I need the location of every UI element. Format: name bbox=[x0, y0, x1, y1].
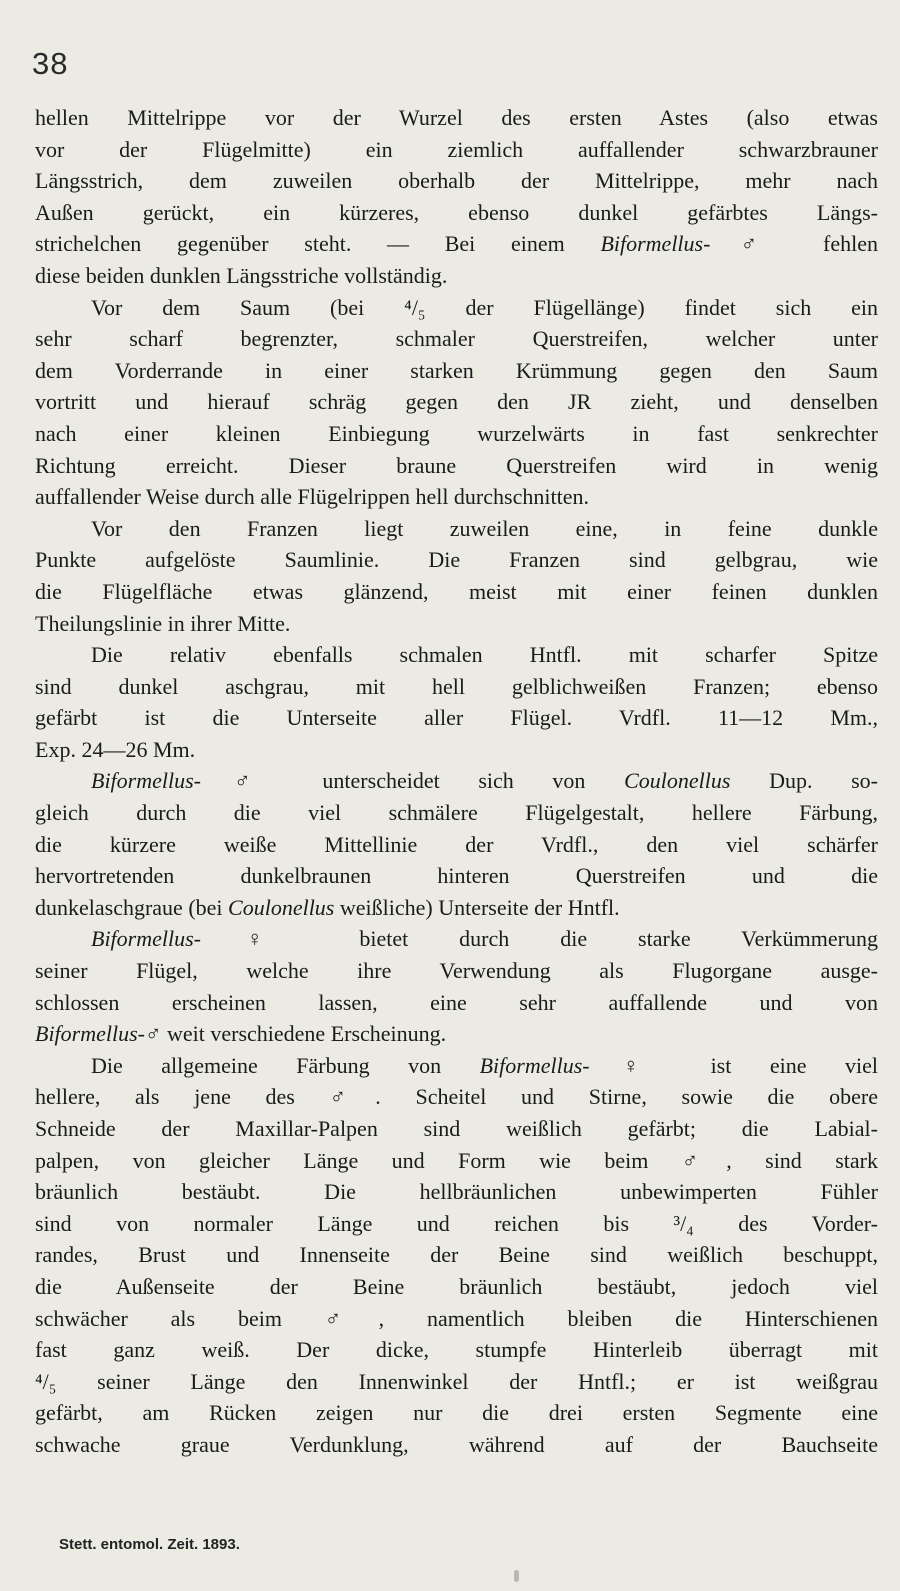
text-line: sehr scharf begrenzter, schmaler Querstreifen, welcher unter bbox=[35, 326, 878, 352]
text-line: dunkelaschgraue (bei Coulonellus weißliche) Unterseite der Hntfl. bbox=[35, 894, 620, 920]
text-line: die kürzere weiße Mittellinie der Vrdfl., den viel schärfer bbox=[35, 831, 878, 857]
text-line: Vor dem Saum (bei ⁴/₅ der Flügellänge) findet sich ein bbox=[91, 294, 878, 320]
text-line: Außen gerückt, ein kürzeres, ebenso dunkel gefärbtes Längs- bbox=[35, 199, 878, 225]
page-number: 38 bbox=[32, 46, 69, 81]
text-line: diese beiden dunklen Längsstriche vollständig. bbox=[35, 262, 448, 288]
text-line: Biformellus-♀ bietet durch die starke Verkümmerung bbox=[91, 926, 878, 952]
body-text bbox=[35, 102, 878, 1461]
text-line: schwache graue Verdunklung, während auf der Bauchseite bbox=[35, 1431, 878, 1457]
text-line: strichelchen gegenüber steht. — Bei einem Biformellus-♂ fehlen bbox=[35, 231, 878, 257]
text-line: hellen Mittelrippe vor der Wurzel des ersten Astes (also etwas bbox=[35, 105, 878, 130]
text-line: hervortretenden dunkelbraunen hinteren Querstreifen und die bbox=[35, 863, 878, 889]
text-line: dem Vorderrande in einer starken Krümmung gegen den Saum bbox=[35, 357, 878, 383]
text-line: Richtung erreicht. Dieser braune Querstreifen wird in wenig bbox=[35, 452, 878, 478]
text-line: sind von normaler Länge und reichen bis ³/₄ des Vorder- bbox=[35, 1210, 878, 1236]
text-line: fast ganz weiß. Der dicke, stumpfe Hinterleib überragt mit bbox=[35, 1337, 878, 1363]
text-line: die Flügelfläche etwas glänzend, meist mit einer feinen dunklen bbox=[35, 578, 878, 604]
text-line: Punkte aufgelöste Saumlinie. Die Franzen sind gelbgrau, wie bbox=[35, 547, 878, 573]
text-line: Die relativ ebenfalls schmalen Hntfl. mit scharfer Spitze bbox=[91, 642, 878, 668]
text-line: vor der Flügelmitte) ein ziemlich auffallender schwarzbrauner bbox=[35, 136, 878, 162]
text-line: sind dunkel aschgrau, mit hell gelblichweißen Franzen; ebenso bbox=[35, 673, 878, 699]
text-line: ⁴/₅ seiner Länge den Innenwinkel der Hntfl.; er ist weißgrau bbox=[35, 1368, 878, 1394]
text-line: Vor den Franzen liegt zuweilen eine, in feine dunkle bbox=[91, 515, 878, 541]
text-line: gefärbt, am Rücken zeigen nur die drei ersten Segmente eine bbox=[35, 1400, 878, 1426]
text-line: randes, Brust und Innenseite der Beine sind weißlich beschuppt, bbox=[35, 1242, 878, 1268]
text-line: hellere, als jene des ♂. Scheitel und Stirne, sowie die obere bbox=[35, 1084, 878, 1110]
text-line: die Außenseite der Beine bräunlich bestäubt, jedoch viel bbox=[35, 1273, 878, 1299]
text-line: schlossen erscheinen lassen, eine sehr auffallende und von bbox=[35, 989, 878, 1015]
text-line: nach einer kleinen Einbiegung wurzelwärts in fast senkrechter bbox=[35, 420, 878, 446]
text-line: seiner Flügel, welche ihre Verwendung als Flugorgane ausge- bbox=[35, 958, 878, 984]
text-line: schwächer als beim ♂, namentlich bleiben die Hinterschienen bbox=[35, 1305, 878, 1331]
text-line: Exp. 24—26 Mm. bbox=[35, 736, 196, 762]
text-line: Längsstrich, dem zuweilen oberhalb der Mittelrippe, mehr nach bbox=[35, 168, 878, 194]
text-line: bräunlich bestäubt. Die hellbräunlichen unbewimperten Fühler bbox=[35, 1179, 878, 1205]
text-line: Biformellus-♂ unterscheidet sich von Coulonellus Dup. so- bbox=[91, 768, 878, 794]
text-line: Biformellus-♂ weit verschiedene Erscheinung. bbox=[35, 1021, 447, 1047]
text-line: palpen, von gleicher Länge und Form wie beim ♂, sind stark bbox=[35, 1147, 878, 1173]
paper-speck bbox=[514, 1570, 519, 1582]
text-line: auffallender Weise durch alle Flügelrippen hell durchschnitten. bbox=[35, 484, 589, 510]
text-line: vortritt und hierauf schräg gegen den JR zieht, und denselben bbox=[35, 389, 878, 415]
text-line: Schneide der Maxillar-Palpen sind weißlich gefärbt; die Labial- bbox=[35, 1116, 878, 1141]
text-line: Theilungslinie in ihrer Mitte. bbox=[35, 610, 291, 636]
text-line: gleich durch die viel schmälere Flügelgestalt, hellere Färbung, bbox=[35, 800, 878, 826]
text-line: gefärbt ist die Unterseite aller Flügel. Vrdfl. 11—12 Mm., bbox=[35, 705, 878, 731]
journal-footer: Stett. entomol. Zeit. 1893. bbox=[59, 1536, 240, 1553]
text-line: Die allgemeine Färbung von Biformellus-♀ ist eine viel bbox=[91, 1052, 878, 1078]
